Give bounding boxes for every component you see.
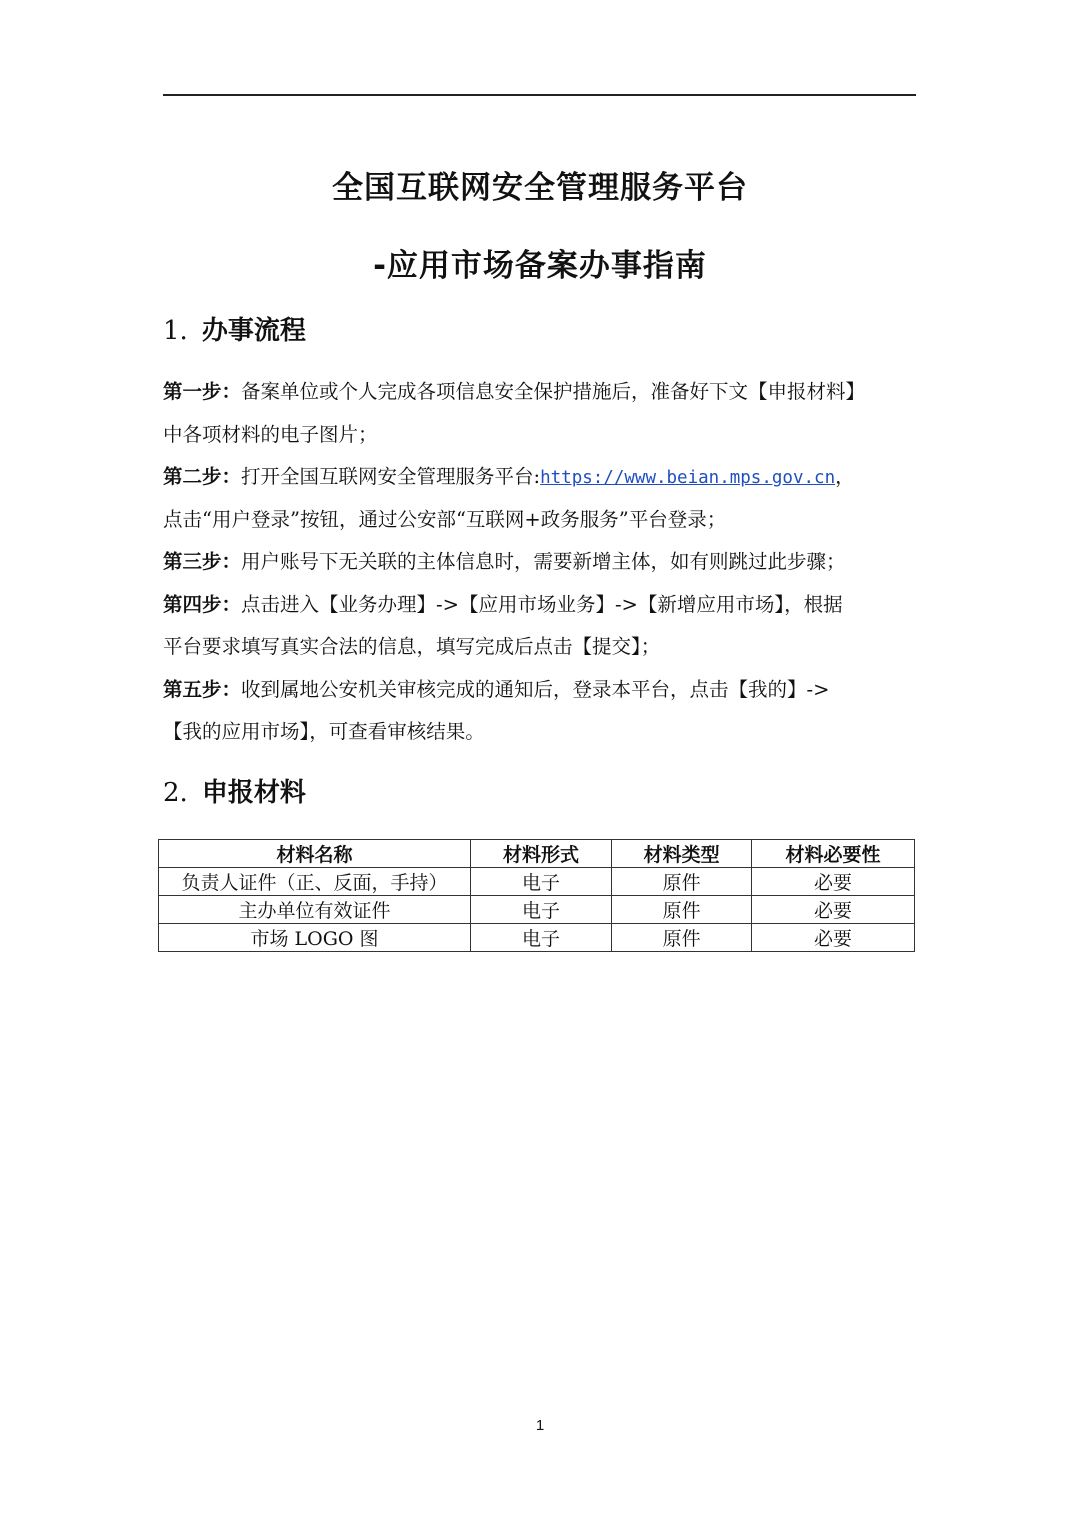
step-3-label: 第三步： bbox=[163, 550, 242, 573]
column-header-necessity: 材料必要性 bbox=[752, 840, 915, 868]
step-3-text: 用户账号下无关联的主体信息时，需要新增主体，如有则跳过此步骤； bbox=[241, 550, 846, 573]
step-4-label: 第四步： bbox=[163, 592, 242, 616]
table-cell: 电子 bbox=[471, 896, 612, 924]
column-header-form: 材料形式 bbox=[471, 840, 612, 868]
step-2-label: 第二步： bbox=[163, 465, 242, 488]
section-number: 1. bbox=[163, 316, 188, 346]
table-cell: 负责人证件（正、反面，手持） bbox=[159, 868, 471, 896]
step-2-text: 打开全国互联网安全管理服务平台: bbox=[241, 465, 541, 488]
table-cell: 原件 bbox=[612, 896, 752, 924]
process-steps bbox=[163, 371, 923, 754]
step-2-line-2: 点击“用户登录”按钮，通过公安部“互联网+政务服务”平台登录； bbox=[163, 507, 727, 531]
table-row bbox=[159, 924, 915, 952]
table-cell: 必要 bbox=[752, 924, 915, 952]
step-5-line-2: 【我的应用市场】，可查看审核结果。 bbox=[163, 720, 485, 743]
step-1-line-1 bbox=[163, 371, 923, 414]
step-5-line-1 bbox=[163, 669, 923, 712]
step-1-line-2: 中各项材料的电子图片； bbox=[163, 422, 378, 446]
beian-link[interactable]: https://www.beian.mps.gov.cn bbox=[540, 468, 836, 488]
step-1-text: 备案单位或个人完成各项信息安全保护措施后，准备好下文【申报材料】 bbox=[241, 380, 866, 403]
step-3-line-1 bbox=[163, 541, 923, 584]
step-5-label: 第五步： bbox=[163, 677, 242, 701]
document-title-line2: -应用市场备案办事指南 bbox=[373, 248, 707, 284]
table-cell: 原件 bbox=[612, 868, 752, 896]
page-number: 1 bbox=[535, 1417, 545, 1434]
step-4-line-2: 平台要求填写真实合法的信息，填写完成后点击【提交】； bbox=[163, 635, 661, 658]
section-heading-materials bbox=[163, 772, 306, 809]
table-cell: 必要 bbox=[752, 868, 915, 896]
section-heading-process bbox=[163, 310, 306, 347]
table-cell: 主办单位有效证件 bbox=[159, 896, 471, 924]
step-5-text: 收到属地公安机关审核完成的通知后，登录本平台，点击【我的】-> bbox=[241, 677, 830, 701]
step-4-text: 点击进入【业务办理】->【应用市场业务】->【新增应用市场】，根据 bbox=[241, 592, 843, 616]
column-header-name: 材料名称 bbox=[159, 840, 471, 868]
materials-table bbox=[158, 839, 915, 952]
table-cell: 原件 bbox=[612, 924, 752, 952]
table-cell: 电子 bbox=[471, 924, 612, 952]
step-1-label: 第一步： bbox=[163, 380, 242, 403]
section-title: 办事流程 bbox=[201, 316, 306, 346]
table-row bbox=[159, 896, 915, 924]
column-header-type: 材料类型 bbox=[612, 840, 752, 868]
step-2-line-1 bbox=[163, 456, 923, 499]
section-title: 申报材料 bbox=[201, 778, 306, 808]
table-row bbox=[159, 868, 915, 896]
header-rule bbox=[163, 94, 916, 96]
table-cell: 必要 bbox=[752, 896, 915, 924]
table-header-row bbox=[159, 840, 915, 868]
step-4-line-1 bbox=[163, 584, 923, 627]
table-cell: 电子 bbox=[471, 868, 612, 896]
step-2-comma: ， bbox=[835, 465, 855, 488]
document-title-line1: 全国互联网安全管理服务平台 bbox=[332, 170, 748, 206]
section-number: 2. bbox=[163, 778, 188, 808]
table-cell: 市场 LOGO 图 bbox=[159, 924, 471, 952]
